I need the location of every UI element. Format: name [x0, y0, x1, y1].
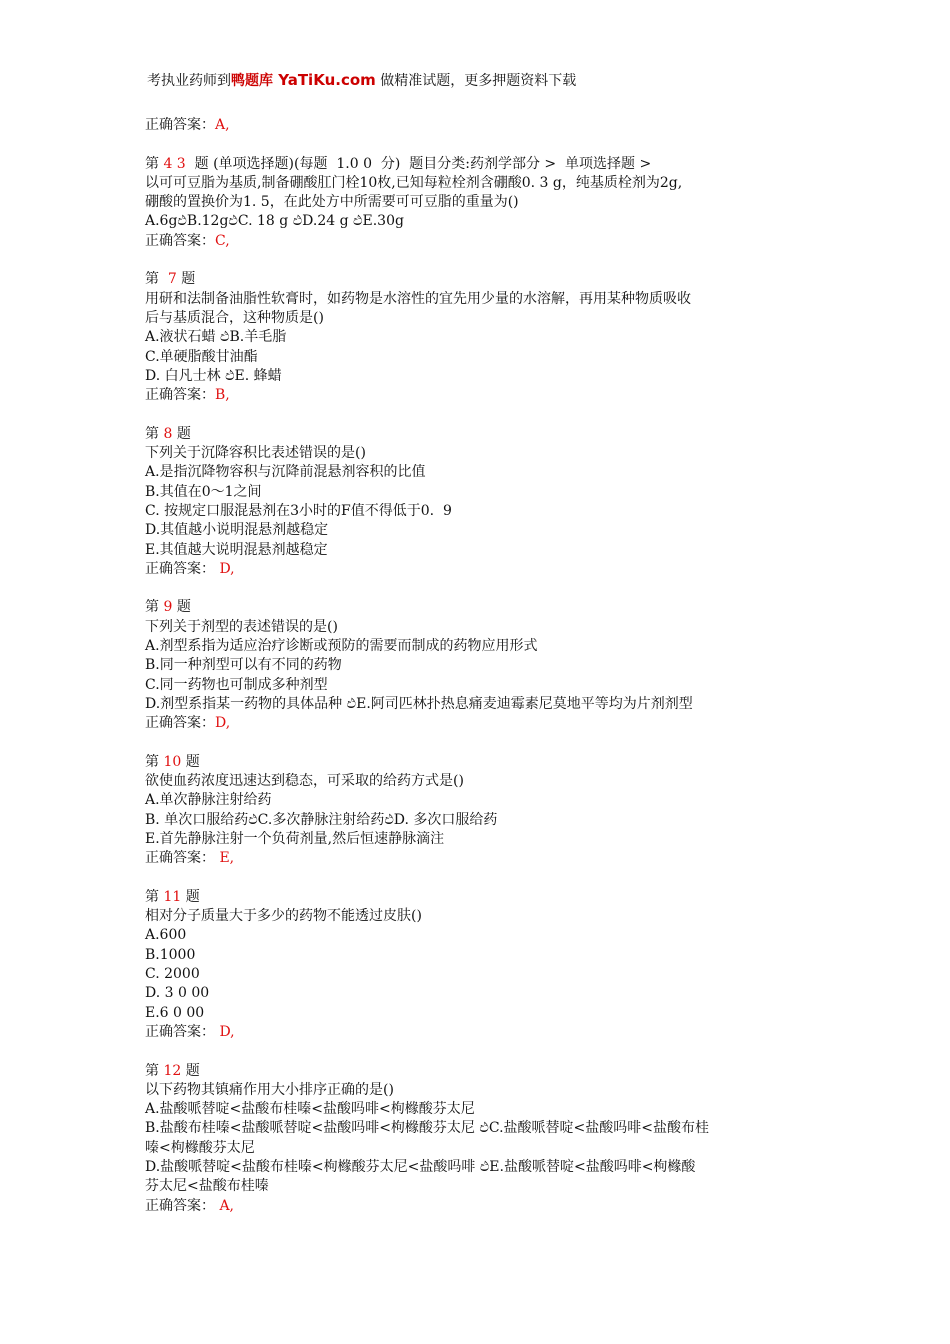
- block-spacer: [145, 579, 817, 598]
- site-header: [147, 70, 576, 91]
- question-title-suffix: 题: [181, 888, 200, 905]
- block-spacer: [145, 135, 817, 154]
- answer-value: C,: [215, 232, 230, 249]
- block-spacer: [145, 869, 817, 888]
- question-block: [145, 270, 817, 405]
- answer-value: D,: [215, 560, 235, 577]
- block-spacer: [145, 734, 817, 753]
- question-title-suffix: 题: [172, 599, 191, 616]
- question-text-line: D. 3 0 00: [145, 985, 210, 1002]
- question-number: 7: [167, 271, 177, 288]
- question-text-line: A.剂型系指为适应治疗诊断或预防的需要而制成的药物应用形式: [145, 638, 538, 655]
- answer-label: 正确答案：: [145, 387, 215, 404]
- header-suffix: 做精准试题，更多押题资料下载: [375, 73, 577, 89]
- header-prefix: 考执业药师到: [147, 73, 231, 89]
- question-text-line: 后与基质混合，这种物质是(): [145, 309, 324, 326]
- question-text-line: B.盐酸布桂嗪<盐酸哌替啶<盐酸吗啡<枸橼酸芬太尼 ඵC.盐酸哌替啶<盐酸吗啡<盐酸布桂: [145, 1120, 709, 1137]
- answer-label: 正确答案：: [145, 232, 215, 249]
- answer-label: 正确答案：: [145, 850, 215, 867]
- question-title: [145, 425, 817, 444]
- brand-name-en[interactable]: YaTiKu: [273, 71, 336, 89]
- answer-value: A,: [215, 1197, 235, 1214]
- block-spacer: [145, 251, 817, 270]
- correct-answer: [145, 714, 817, 733]
- question-title: [145, 888, 817, 907]
- question-title-prefix: 第: [145, 155, 164, 172]
- question-text-line: 芬太尼<盐酸布桂嗪: [145, 1178, 269, 1195]
- question-text-line: 相对分子质量大于多少的药物不能透过皮肤(): [145, 908, 422, 925]
- question-text-line: 以可可豆脂为基质,制备硼酸肛门栓10枚,已知每粒栓剂含硼酸0. 3 g，纯基质栓剂为2g,: [145, 174, 683, 191]
- question-text-line: 嗪<枸橼酸芬太尼: [145, 1139, 255, 1156]
- question-number: 12: [163, 1062, 182, 1079]
- question-block: [145, 753, 817, 869]
- answer-value: B,: [215, 387, 230, 404]
- question-text-line: 用研和法制备油脂性软膏时，如药物是水溶性的宜先用少量的水溶解，再用某种物质吸收: [145, 290, 691, 307]
- question-text-line: A.单次静脉注射给药: [145, 792, 272, 809]
- question-text-line: B. 单次口服给药ඵC.多次静脉注射给药ඵD. 多次口服给药: [145, 811, 498, 828]
- answer-label: 正确答案：: [145, 715, 215, 732]
- question-number: 8: [163, 425, 173, 442]
- question-title-prefix: 第: [145, 753, 164, 770]
- question-title-prefix: 第: [145, 888, 164, 905]
- answer-value: E,: [215, 850, 235, 867]
- answer-label: 正确答案：: [145, 117, 215, 133]
- question-text-line: A.600: [145, 927, 187, 944]
- question-text-line: D.盐酸哌替啶<盐酸布桂嗪<枸橼酸芬太尼<盐酸吗啡 ඵE.盐酸哌替啶<盐酸吗啡<枸橼酸: [145, 1159, 696, 1176]
- question-text-line: E.6 0 00: [145, 1004, 205, 1021]
- question-title-suffix: 题: [176, 271, 196, 288]
- question-text-line: 以下药物其镇痛作用大小排序正确的是(): [145, 1081, 394, 1098]
- question-text-line: E.其值越大说明混悬剂越稳定: [145, 541, 328, 558]
- question-block: [145, 116, 817, 135]
- block-spacer: [145, 405, 817, 424]
- question-block: [145, 155, 817, 251]
- question-number: 4 3: [163, 155, 186, 172]
- question-number: 11: [163, 888, 182, 905]
- question-block: [145, 425, 817, 579]
- question-text-line: 欲使血药浓度迅速达到稳态，可采取的给药方式是(): [145, 773, 464, 790]
- answer-label: 正确答案：: [145, 560, 215, 577]
- question-text-line: D.其值越小说明混悬剂越稳定: [145, 522, 329, 539]
- question-title-prefix: 第: [145, 425, 164, 442]
- correct-answer: [145, 849, 817, 868]
- question-block: [145, 888, 817, 1042]
- correct-answer: [145, 1023, 817, 1042]
- question-list: [145, 116, 817, 1216]
- correct-answer: [145, 1197, 817, 1216]
- correct-answer: [145, 560, 817, 579]
- question-block: [145, 598, 817, 733]
- question-title-prefix: 第: [145, 599, 164, 616]
- question-text-line: A.液状石蜡 ඵB.羊毛脂: [145, 329, 287, 346]
- question-text-line: B.同一种剂型可以有不同的药物: [145, 657, 342, 674]
- question-number: 9: [163, 599, 173, 616]
- answer-value: A,: [215, 117, 230, 133]
- correct-answer: [145, 232, 817, 251]
- question-title-suffix: 题: [181, 753, 200, 770]
- question-text-line: C. 2000: [145, 966, 200, 983]
- question-title-suffix: 题 (单项选择题)(每题 1.0 0 分) 题目分类:药剂学部分 > 单项选择题 >: [185, 155, 652, 172]
- question-text-line: C.同一药物也可制成多种剂型: [145, 676, 328, 693]
- question-title-prefix: 第: [145, 271, 168, 288]
- correct-answer: [145, 116, 817, 135]
- question-text-line: A.是指沉降物容积与沉降前混悬剂容积的比值: [145, 464, 426, 481]
- question-title-suffix: 题: [181, 1062, 200, 1079]
- question-text-line: A.盐酸哌替啶<盐酸布桂嗪<盐酸吗啡<枸橼酸芬太尼: [145, 1101, 475, 1118]
- question-text-line: 下列关于沉降容积比表述错误的是(): [145, 445, 366, 462]
- question-text-line: C.单硬脂酸甘油酯: [145, 348, 258, 365]
- brand-name-cn[interactable]: 鸭题库: [231, 73, 273, 89]
- question-text-line: A.6gඵB.12gඵC. 18 g ඵD.24 g ඵE.30g: [145, 213, 404, 230]
- question-title: [145, 270, 817, 289]
- question-title: [145, 1062, 817, 1081]
- question-title: [145, 753, 817, 772]
- question-text-line: E.首先静脉注射一个负荷剂量,然后恒速静脉滴注: [145, 830, 445, 847]
- question-text-line: 下列关于剂型的表述错误的是(): [145, 618, 338, 635]
- question-text-line: B.其值在0～1之间: [145, 483, 262, 500]
- question-text-line: 硼酸的置换价为1. 5，在此处方中所需要可可豆脂的重量为(): [145, 194, 519, 211]
- question-title-prefix: 第: [145, 1062, 164, 1079]
- correct-answer: [145, 386, 817, 405]
- block-spacer: [145, 1042, 817, 1061]
- answer-label: 正确答案：: [145, 1023, 215, 1040]
- question-title: [145, 598, 817, 617]
- question-block: [145, 1062, 817, 1216]
- question-text-line: B.1000: [145, 946, 196, 963]
- question-title: [145, 155, 817, 174]
- brand-domain[interactable]: .com: [335, 71, 376, 89]
- question-text-line: D. 白凡士林 ඵE. 蜂蜡: [145, 367, 282, 384]
- question-title-suffix: 题: [172, 425, 191, 442]
- answer-value: D,: [215, 1023, 235, 1040]
- question-text-line: D.剂型系指某一药物的具体品种 ඵE.阿司匹林扑热息痛麦迪霉素尼莫地平等均为片剂剂型: [145, 695, 693, 712]
- answer-value: D,: [215, 715, 231, 732]
- question-number: 10: [163, 753, 182, 770]
- question-text-line: C. 按规定口服混悬剂在3小时的F值不得低于0. 9: [145, 502, 452, 519]
- answer-label: 正确答案：: [145, 1197, 215, 1214]
